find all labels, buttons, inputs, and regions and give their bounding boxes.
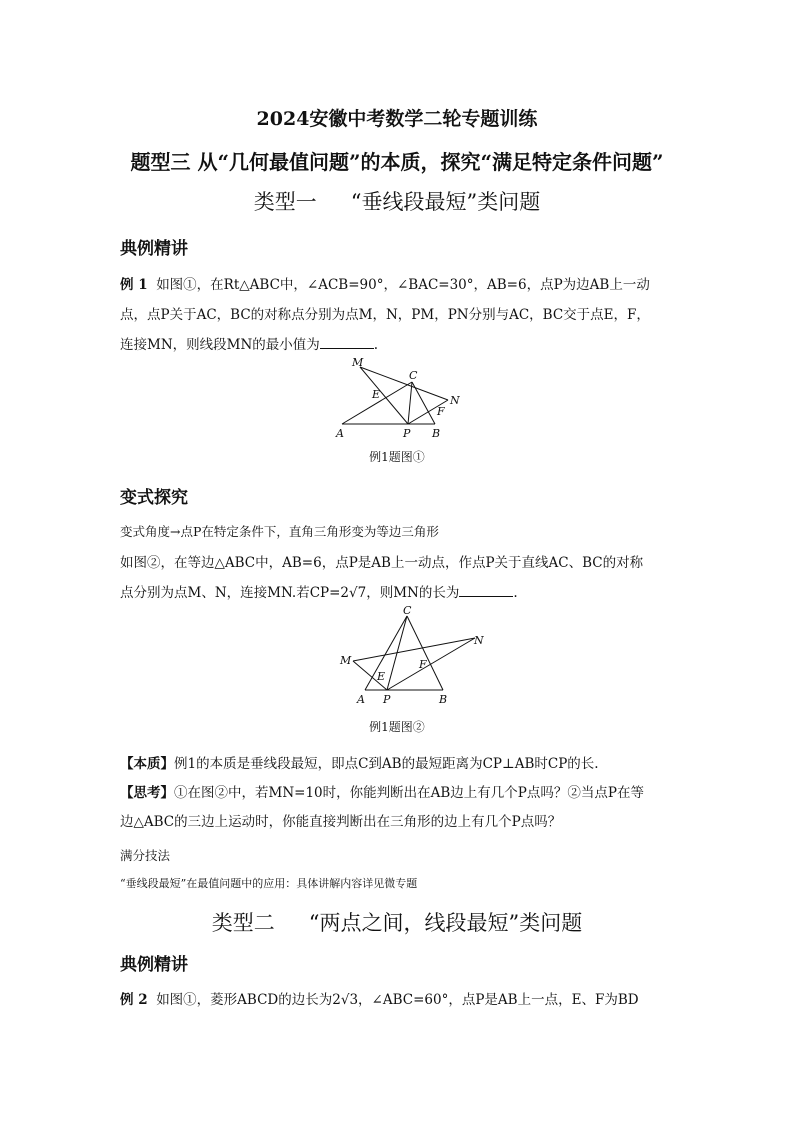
skill-text: “垂线段最短”在最值问题中的应用：具体讲解内容详见微专题 (120, 877, 418, 890)
variant-line1: 如图②，在等边△ABC中，AB=6，点P是AB上一动点，作点P关于直线AC、BC的对称 (120, 555, 644, 571)
label-P: P (403, 427, 411, 440)
example2-lead: 例 2 (120, 992, 148, 1008)
document-subtitle: 题型三 从“几何最值问题”的本质，探究“满足特定条件问题” (130, 150, 664, 174)
example1-line2: 点，点P关于AC，BC的对称点分别为点M，N，PM，PN分别与AC，BC交于点E，F， (120, 307, 650, 323)
label-M: M (340, 654, 352, 667)
label-N: N (474, 634, 484, 647)
label-E: E (377, 670, 386, 683)
answer-blank[interactable] (459, 584, 513, 597)
type1-heading (0, 186, 794, 216)
example2-line1 (120, 988, 680, 1008)
document-title: 2024安徽中考数学二轮专题训练 (256, 108, 538, 130)
example1-line1 (120, 273, 680, 293)
thinking-line1 (120, 781, 680, 801)
segment-BC (407, 616, 443, 690)
section-variant-heading: 变式探究 (120, 488, 188, 508)
example1-caption: 例1题图① (369, 450, 425, 464)
example1-caption-2: 例1题图② (369, 720, 425, 734)
segment-CP (408, 382, 412, 424)
variant-line2-text: 点分别为点M、N，连接MN.若CP=2√7，则MN的长为 (120, 585, 460, 601)
example1-line3-end: . (373, 337, 379, 353)
example1-figure-2 (335, 606, 495, 710)
label-F: F (419, 658, 427, 671)
label-B: B (439, 693, 448, 706)
example1-text1: 如图①，在Rt△ABC中，∠ACB=90°，∠BAC=30°，AB=6，点P为边AB上一动 (156, 277, 650, 293)
thinking-text1: ①在图②中，若MN=10时，你能判断出在AB边上有几个P点吗？②当点P在等 (174, 785, 644, 801)
label-N: N (450, 394, 460, 407)
label-P: P (383, 693, 391, 706)
label-A: A (357, 693, 365, 706)
essence-text: 例1的本质是垂线段最短，即点C到AB的最短距离为CP⊥AB时CP的长. (174, 756, 599, 772)
section-example2-heading: 典例精讲 (120, 955, 188, 975)
label-E: E (372, 388, 381, 401)
example1-lead: 例 1 (120, 277, 148, 293)
segment-AC (365, 616, 407, 690)
thinking-tag: 【思考】 (120, 785, 174, 801)
type1-label: 类型一 (253, 190, 317, 214)
section-example-heading: 典例精讲 (120, 239, 188, 259)
example2-text: 如图①，菱形ABCD的边长为2√3，∠ABC=60°，点P是AB上一点，E、F为BD (156, 992, 639, 1008)
variant-intro: 变式角度→点P在特定条件下，直角三角形变为等边三角形 (120, 524, 439, 539)
answer-blank[interactable] (320, 336, 374, 349)
variant-line2-end: . (513, 585, 518, 601)
type2-label: 类型二 (211, 911, 275, 935)
variant-line2 (120, 581, 680, 601)
essence-line (120, 752, 680, 772)
type1-name: “垂线段最短”类问题 (350, 190, 541, 214)
label-B: B (432, 427, 441, 440)
example1-line3-text: 连接MN，则线段MN的最小值为 (120, 337, 320, 353)
thinking-line2: 边△ABC的三边上运动时，你能直接判断出在三角形的边上有几个P点吗？ (120, 814, 562, 830)
label-C: C (403, 606, 412, 617)
skill-heading: 满分技法 (120, 848, 171, 863)
label-F: F (437, 405, 445, 418)
example1-figure (330, 352, 460, 442)
type2-name: “两点之间，线段最短”类问题 (308, 911, 583, 935)
label-A: A (336, 427, 344, 440)
segment-CP (387, 616, 407, 690)
example1-line3 (120, 333, 680, 353)
label-M: M (352, 356, 364, 369)
label-C: C (409, 369, 418, 382)
segment-MN (353, 638, 475, 661)
essence-tag: 【本质】 (120, 756, 174, 772)
type2-heading (0, 907, 794, 937)
